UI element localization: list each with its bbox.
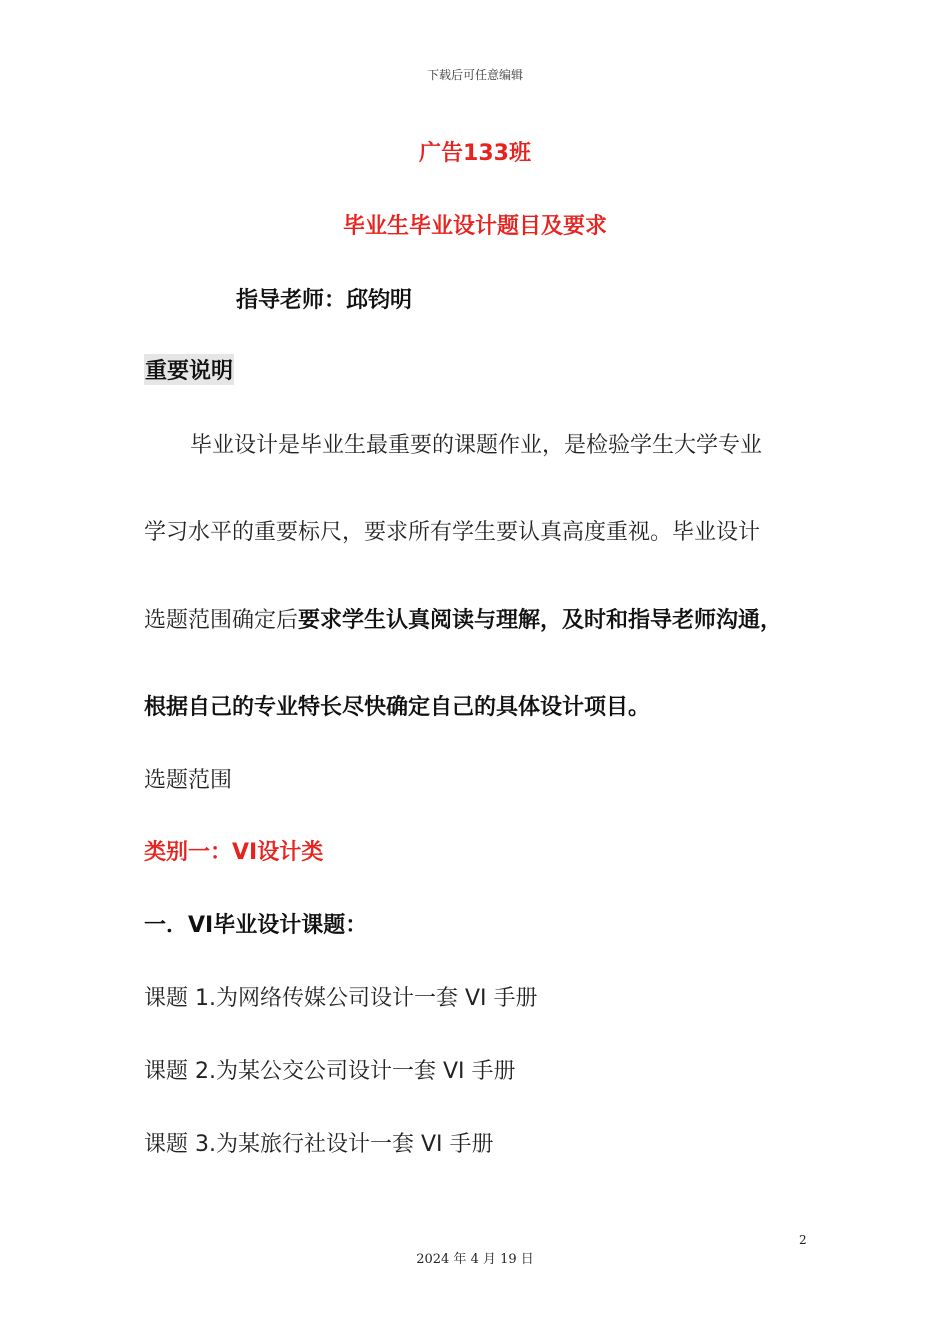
scope-label: 选题范围 [144, 768, 233, 793]
paragraph-line-2: 学习水平的重要标尺，要求所有学生要认真高度重视。毕业设计 [144, 520, 761, 545]
topic-item: 课题 1.为网络传媒公司设计一套 VI 手册 [144, 986, 538, 1011]
paragraph-line-4: 根据自己的专业特长尽快确定自己的具体设计项目。 [144, 695, 651, 720]
category-title: 类别一：VI设计类 [144, 840, 324, 865]
topic-item: 课题 2.为某公交公司设计一套 VI 手册 [144, 1059, 516, 1084]
category-subtitle: 一．VI毕业设计课题： [144, 913, 368, 938]
paragraph-line-1: 毕业设计是毕业生最重要的课题作业，是检验学生大学专业 [190, 433, 763, 458]
page-number: 2 [799, 1233, 807, 1247]
topic-item: 课题 3.为某旅行社设计一套 VI 手册 [144, 1132, 494, 1157]
paragraph-line-3 [144, 603, 782, 634]
important-heading: 重要说明 [144, 354, 234, 385]
advisor-line: 指导老师：邱钧明 [236, 288, 413, 313]
footer-date: 2024 年 4 月 19 日 [416, 1252, 534, 1267]
class-title: 广告133班 [419, 141, 531, 166]
document-title: 毕业生毕业设计题目及要求 [342, 214, 607, 239]
paragraph-line-3-bold: 要求学生认真阅读与理解，及时和指导老师沟通， [298, 608, 783, 633]
header-note: 下载后可任意编辑 [426, 68, 523, 82]
paragraph-line-3-normal: 选题范围确定后 [144, 608, 299, 633]
